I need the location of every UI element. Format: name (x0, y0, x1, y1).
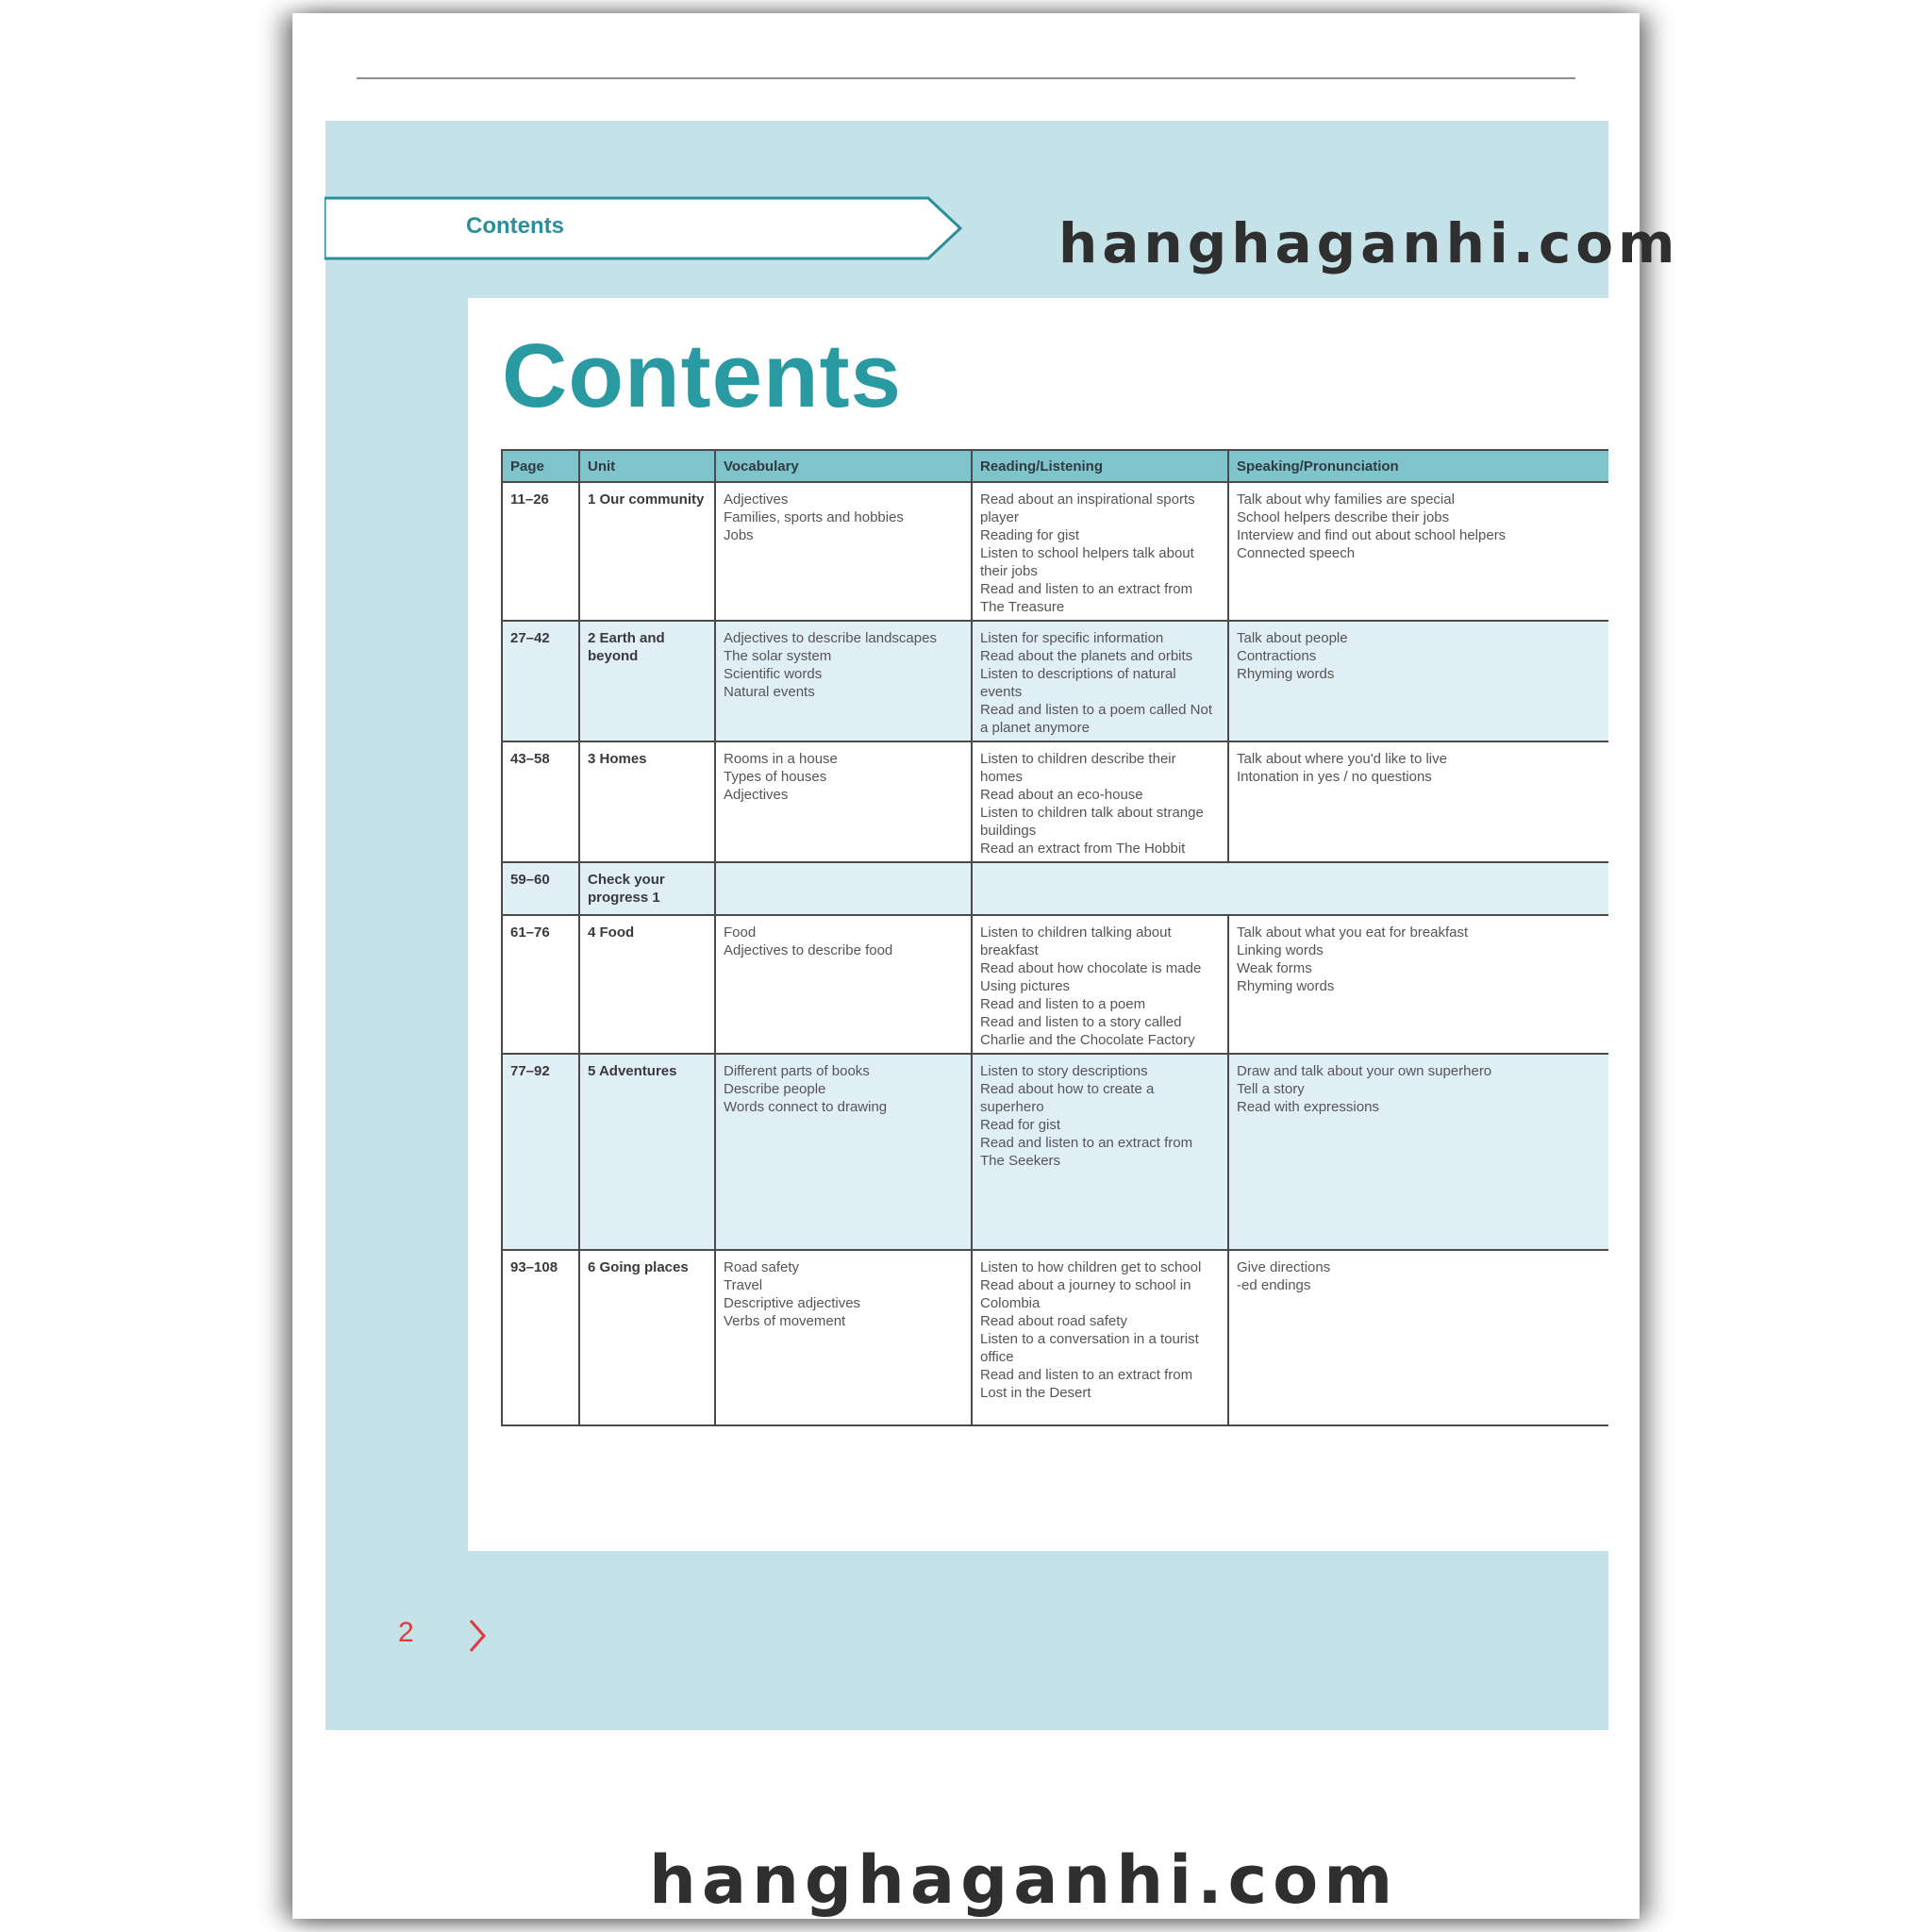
watermark-top: hanghaganhi.com (1058, 211, 1680, 275)
cell-line: 2 Earth and (588, 630, 665, 646)
cell-line: Adjectives to describe food (724, 942, 893, 958)
cell-line: Talk about where you'd like to live (1237, 751, 1447, 767)
cell-page: 59–60 (502, 862, 579, 915)
cell-line: Read about how to create a superhero (980, 1081, 1155, 1115)
cell-line: Read and listen to an extract from Lost in the Desert (980, 1367, 1193, 1401)
table-row (502, 915, 1608, 1054)
cell-line: Read about the planets and orbits (980, 648, 1193, 664)
cell-unit (579, 862, 715, 915)
cell-line: Using pictures (980, 978, 1071, 994)
document-page (292, 13, 1680, 1919)
cell-line: Families, sports and hobbies (724, 509, 904, 525)
cell-line: Read about an inspirational sports player (980, 491, 1195, 525)
cell-line: Draw and talk about your own superhero (1237, 1063, 1492, 1079)
cell-reading-listening (972, 621, 1228, 741)
cell-line: Talk about why families are special (1237, 491, 1455, 508)
page-number: 2 (398, 1617, 414, 1648)
cell-line: Descriptive adjectives (724, 1295, 861, 1311)
cell-speaking-pronunciation (1228, 482, 1608, 621)
table-row (502, 1250, 1608, 1425)
cell-reading-listening (972, 1250, 1228, 1425)
cell-vocabulary (715, 862, 972, 915)
cell-line: Read about road safety (980, 1313, 1127, 1329)
cell-line: Read for gist (980, 1117, 1061, 1133)
cell-line: Read about how chocolate is made (980, 960, 1202, 976)
cell-line: Talk about people (1237, 630, 1348, 646)
cell-speaking-pronunciation (1228, 915, 1608, 1054)
cell-line: Scientific words (724, 666, 823, 682)
top-rule (357, 77, 1575, 79)
cell-line: Talk about what you eat for breakfast (1237, 924, 1469, 941)
page-title: Contents (502, 325, 902, 426)
cell-line: Read about a journey to school in Colombia (980, 1277, 1191, 1311)
header-unit: Unit (579, 450, 715, 482)
cell-unit (579, 915, 715, 1054)
cell-line: 5 Adventures (588, 1063, 677, 1079)
cell-line: Listen to children describe their homes (980, 751, 1176, 785)
header-reading-listening: Reading/Listening (972, 450, 1228, 482)
section-banner (325, 196, 961, 260)
cell-unit (579, 482, 715, 621)
cell-line: Intonation in yes / no questions (1237, 769, 1432, 785)
cell-line: Read and listen to an extract from The Seekers (980, 1135, 1193, 1169)
cell-line: beyond (588, 648, 639, 664)
contents-panel (468, 298, 1608, 1551)
cell-vocabulary (715, 621, 972, 741)
cell-line: Connected speech (1237, 545, 1356, 561)
cell-reading-listening (972, 1054, 1228, 1250)
cell-line: -ed endings (1237, 1277, 1311, 1293)
cell-line: 6 Going places (588, 1259, 689, 1275)
table-row (502, 862, 1608, 915)
cell-reading-listening (972, 482, 1228, 621)
cell-line: Read and listen to a poem (980, 996, 1146, 1012)
cell-line: Travel (724, 1277, 763, 1293)
cell-line: 3 Homes (588, 751, 647, 767)
header-speaking-pronunciation: Speaking/Pronunciation (1228, 450, 1608, 482)
table-body (502, 482, 1608, 1425)
cell-line: Linking words (1237, 942, 1324, 958)
banner-label: Contents (466, 213, 564, 239)
cell-reading-listening (972, 862, 1608, 915)
cell-line: progress 1 (588, 890, 660, 906)
cell-line: Types of houses (724, 769, 827, 785)
cell-speaking-pronunciation (1228, 1250, 1608, 1425)
cell-reading-listening (972, 741, 1228, 862)
cell-line: 4 Food (588, 924, 635, 941)
cell-speaking-pronunciation (1228, 621, 1608, 741)
cell-line: Weak forms (1237, 960, 1312, 976)
cell-line: Read with expressions (1237, 1099, 1379, 1115)
cell-unit (579, 1250, 715, 1425)
cell-line: Rhyming words (1237, 666, 1335, 682)
cell-page: 77–92 (502, 1054, 579, 1250)
cell-page: 27–42 (502, 621, 579, 741)
table-row (502, 621, 1608, 741)
cell-vocabulary (715, 915, 972, 1054)
cell-line: Reading for gist (980, 527, 1080, 543)
banner-arrow-shape (325, 196, 966, 260)
cell-line: Adjectives to describe landscapes (724, 630, 937, 646)
header-page: Page (502, 450, 579, 482)
cell-page: 93–108 (502, 1250, 579, 1425)
cell-line: Contractions (1237, 648, 1317, 664)
cell-line: Adjectives (724, 491, 789, 508)
table-header-row (502, 450, 1608, 482)
cell-line: Give directions (1237, 1259, 1331, 1275)
cell-line: Read and listen to a poem called Not a planet anymore (980, 702, 1212, 736)
table-row (502, 482, 1608, 621)
cell-line: Natural events (724, 684, 815, 700)
cell-line: Rooms in a house (724, 751, 838, 767)
cell-unit (579, 741, 715, 862)
cell-line: School helpers describe their jobs (1237, 509, 1450, 525)
cell-line: Check your (588, 872, 665, 888)
cell-line: Listen to how children get to school (980, 1259, 1202, 1275)
cell-line: Jobs (724, 527, 754, 543)
cell-line: Words connect to drawing (724, 1099, 888, 1115)
cell-line: Listen to a conversation in a tourist office (980, 1331, 1199, 1365)
cell-page: 61–76 (502, 915, 579, 1054)
cell-line: Different parts of books (724, 1063, 870, 1079)
cell-speaking-pronunciation (1228, 1054, 1608, 1250)
cell-line: Read and listen to an extract from The Treasure (980, 581, 1193, 615)
cell-vocabulary (715, 741, 972, 862)
cell-line: Verbs of movement (724, 1313, 846, 1329)
cell-vocabulary (715, 1250, 972, 1425)
contents-table (501, 449, 1608, 1426)
cell-line: Listen to children talk about strange buildings (980, 805, 1204, 839)
cell-page: 43–58 (502, 741, 579, 862)
cell-reading-listening (972, 915, 1228, 1054)
table-row (502, 741, 1608, 862)
cell-unit (579, 621, 715, 741)
cell-line: Read and listen to a story called Charlie and the Chocolate Factory (980, 1014, 1195, 1048)
cell-page: 11–26 (502, 482, 579, 621)
cell-line: Interview and find out about school helpers (1237, 527, 1507, 543)
table-row (502, 1054, 1608, 1250)
cell-vocabulary (715, 482, 972, 621)
chevron-right-icon (466, 1617, 489, 1655)
watermark-bottom: hanghaganhi.com (649, 1841, 1399, 1919)
cell-line: Describe people (724, 1081, 826, 1097)
cell-line: Listen to school helpers talk about their jobs (980, 545, 1194, 579)
cell-speaking-pronunciation (1228, 741, 1608, 862)
cell-line: Listen to children talking about breakfast (980, 924, 1172, 958)
cell-line: Read an extract from The Hobbit (980, 841, 1186, 857)
cell-line: Listen to descriptions of natural events (980, 666, 1176, 700)
cell-line: The solar system (724, 648, 832, 664)
cell-line: Tell a story (1237, 1081, 1305, 1097)
header-vocabulary: Vocabulary (715, 450, 972, 482)
cell-line: Adjectives (724, 787, 789, 803)
cell-line: 1 Our community (588, 491, 705, 508)
cell-vocabulary (715, 1054, 972, 1250)
cell-line: Listen for specific information (980, 630, 1164, 646)
cell-line: Read about an eco-house (980, 787, 1143, 803)
cell-line: Rhyming words (1237, 978, 1335, 994)
cell-unit (579, 1054, 715, 1250)
cell-line: Road safety (724, 1259, 800, 1275)
cell-line: Food (724, 924, 757, 941)
cell-line: Listen to story descriptions (980, 1063, 1148, 1079)
